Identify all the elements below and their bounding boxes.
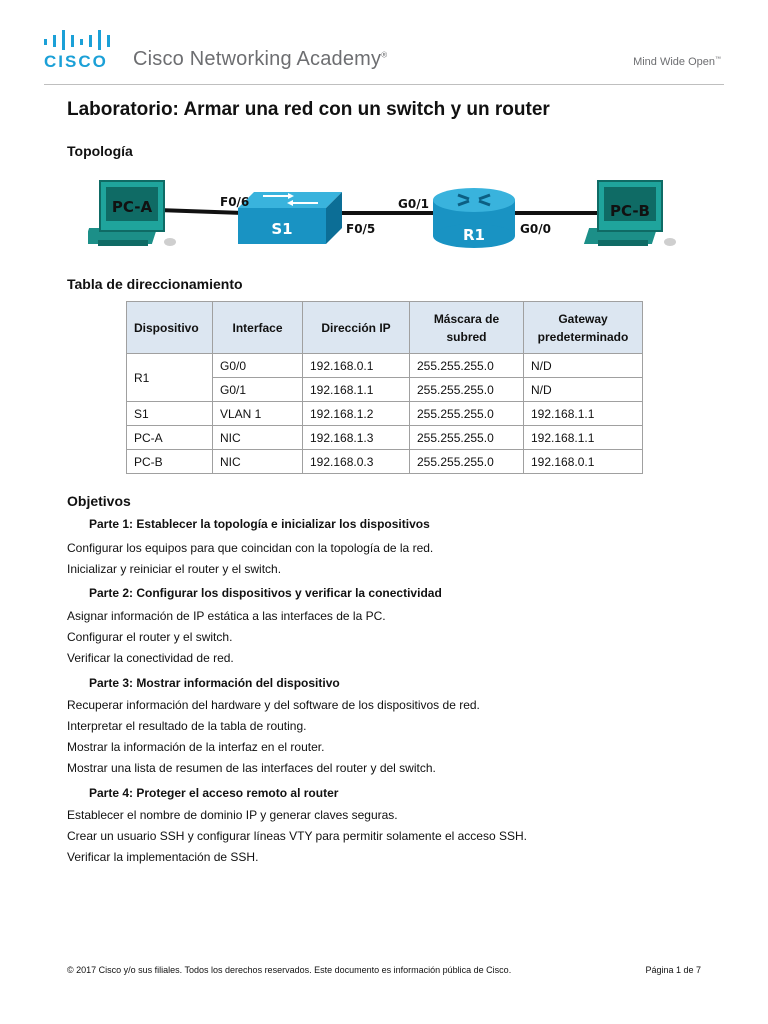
objective-item: Configurar el router y el switch. [67,630,233,644]
objective-item: Mostrar una lista de resumen de las interfaces del router y del switch. [67,761,436,775]
topology-diagram [88,176,688,260]
cell-mask: 255.255.255.0 [410,450,524,474]
objective-item: Verificar la conectividad de red. [67,651,234,665]
objective-item: Mostrar la información de la interfaz en el router. [67,740,325,754]
pc-b-label: PC-B [609,202,651,220]
tagline: Mind Wide Open™ [633,56,721,68]
cisco-logo-bars-icon [44,30,116,50]
addressing-table [126,301,643,474]
table-row [127,426,643,450]
cell-gateway: N/D [524,354,643,378]
part-1-title: Parte 1: Establecer la topología e inicializar los dispositivos [89,517,430,531]
objective-item: Crear un usuario SSH y configurar líneas VTY para permitir solamente el acceso SSH. [67,829,527,843]
port-label-g0-0: G0/0 [520,222,551,236]
cell-mask: 255.255.255.0 [410,426,524,450]
cell-ip: 192.168.1.1 [303,378,410,402]
footer-copyright: © 2017 Cisco y/o sus filiales. Todos los derechos reservados. Este documento es información pública de Cisco. [67,965,512,975]
port-label-g0-1: G0/1 [398,197,429,211]
objective-item: Interpretar el resultado de la tabla de routing. [67,719,307,733]
part-3-title: Parte 3: Mostrar información del dispositivo [89,676,340,690]
port-label-f0-6: F0/6 [220,195,250,209]
switch-s1-label: S1 [271,220,293,238]
page-footer [67,965,701,975]
cell-interface: VLAN 1 [213,402,303,426]
table-row [127,450,643,474]
cell-interface: NIC [213,450,303,474]
part-4-title: Parte 4: Proteger el acceso remoto al router [89,786,339,800]
table-header-row [127,302,643,354]
column-header: Dirección IP [303,302,410,354]
academy-name: Cisco Networking Academy® [133,48,388,70]
objective-item: Verificar la implementación de SSH. [67,850,259,864]
page-number: Página 1 de 7 [645,965,701,975]
cell-device: PC-A [127,426,213,450]
table-row [127,402,643,426]
cisco-logo-word: CISCO [44,52,108,71]
cell-gateway: 192.168.0.1 [524,450,643,474]
cell-gateway: 192.168.1.1 [524,426,643,450]
column-header: Gateway predeterminado [524,302,643,354]
objective-item: Establecer el nombre de dominio IP y generar claves seguras. [67,808,398,822]
topology-heading: Topología [67,143,133,159]
column-header: Dispositivo [127,302,213,354]
column-header: Interface [213,302,303,354]
pc-a-label: PC-A [111,198,153,216]
cell-ip: 192.168.1.3 [303,426,410,450]
part-2-title: Parte 2: Configurar los dispositivos y verificar la conectividad [89,586,442,600]
table-row [127,354,643,378]
document-title: Laboratorio: Armar una red con un switch y un router [67,99,550,120]
page-header [0,0,768,84]
objective-item: Asignar información de IP estática a las interfaces de la PC. [67,609,386,623]
objectives-heading: Objetivos [67,493,131,509]
cell-mask: 255.255.255.0 [410,354,524,378]
cell-device: PC-B [127,450,213,474]
cell-ip: 192.168.0.3 [303,450,410,474]
port-label-f0-5: F0/5 [346,222,376,236]
cell-gateway: N/D [524,378,643,402]
cell-gateway: 192.168.1.1 [524,402,643,426]
cell-interface: G0/1 [213,378,303,402]
cell-device: S1 [127,402,213,426]
objective-item: Inicializar y reiniciar el router y el switch. [67,562,282,576]
column-header: Máscara de subred [410,302,524,354]
router-r1-label: R1 [463,226,485,244]
cell-mask: 255.255.255.0 [410,402,524,426]
addressing-table-heading: Tabla de direccionamiento [67,276,243,292]
objective-item: Recuperar información del hardware y del software de los dispositivos de red. [67,698,480,712]
cell-interface: NIC [213,426,303,450]
header-divider [44,84,724,85]
cell-ip: 192.168.0.1 [303,354,410,378]
cell-mask: 255.255.255.0 [410,378,524,402]
cell-ip: 192.168.1.2 [303,402,410,426]
cable-pca-s1 [158,210,243,213]
objective-item: Configurar los equipos para que coincidan con la topología de la red. [67,541,434,555]
cell-interface: G0/0 [213,354,303,378]
cell-device: R1 [127,354,213,402]
